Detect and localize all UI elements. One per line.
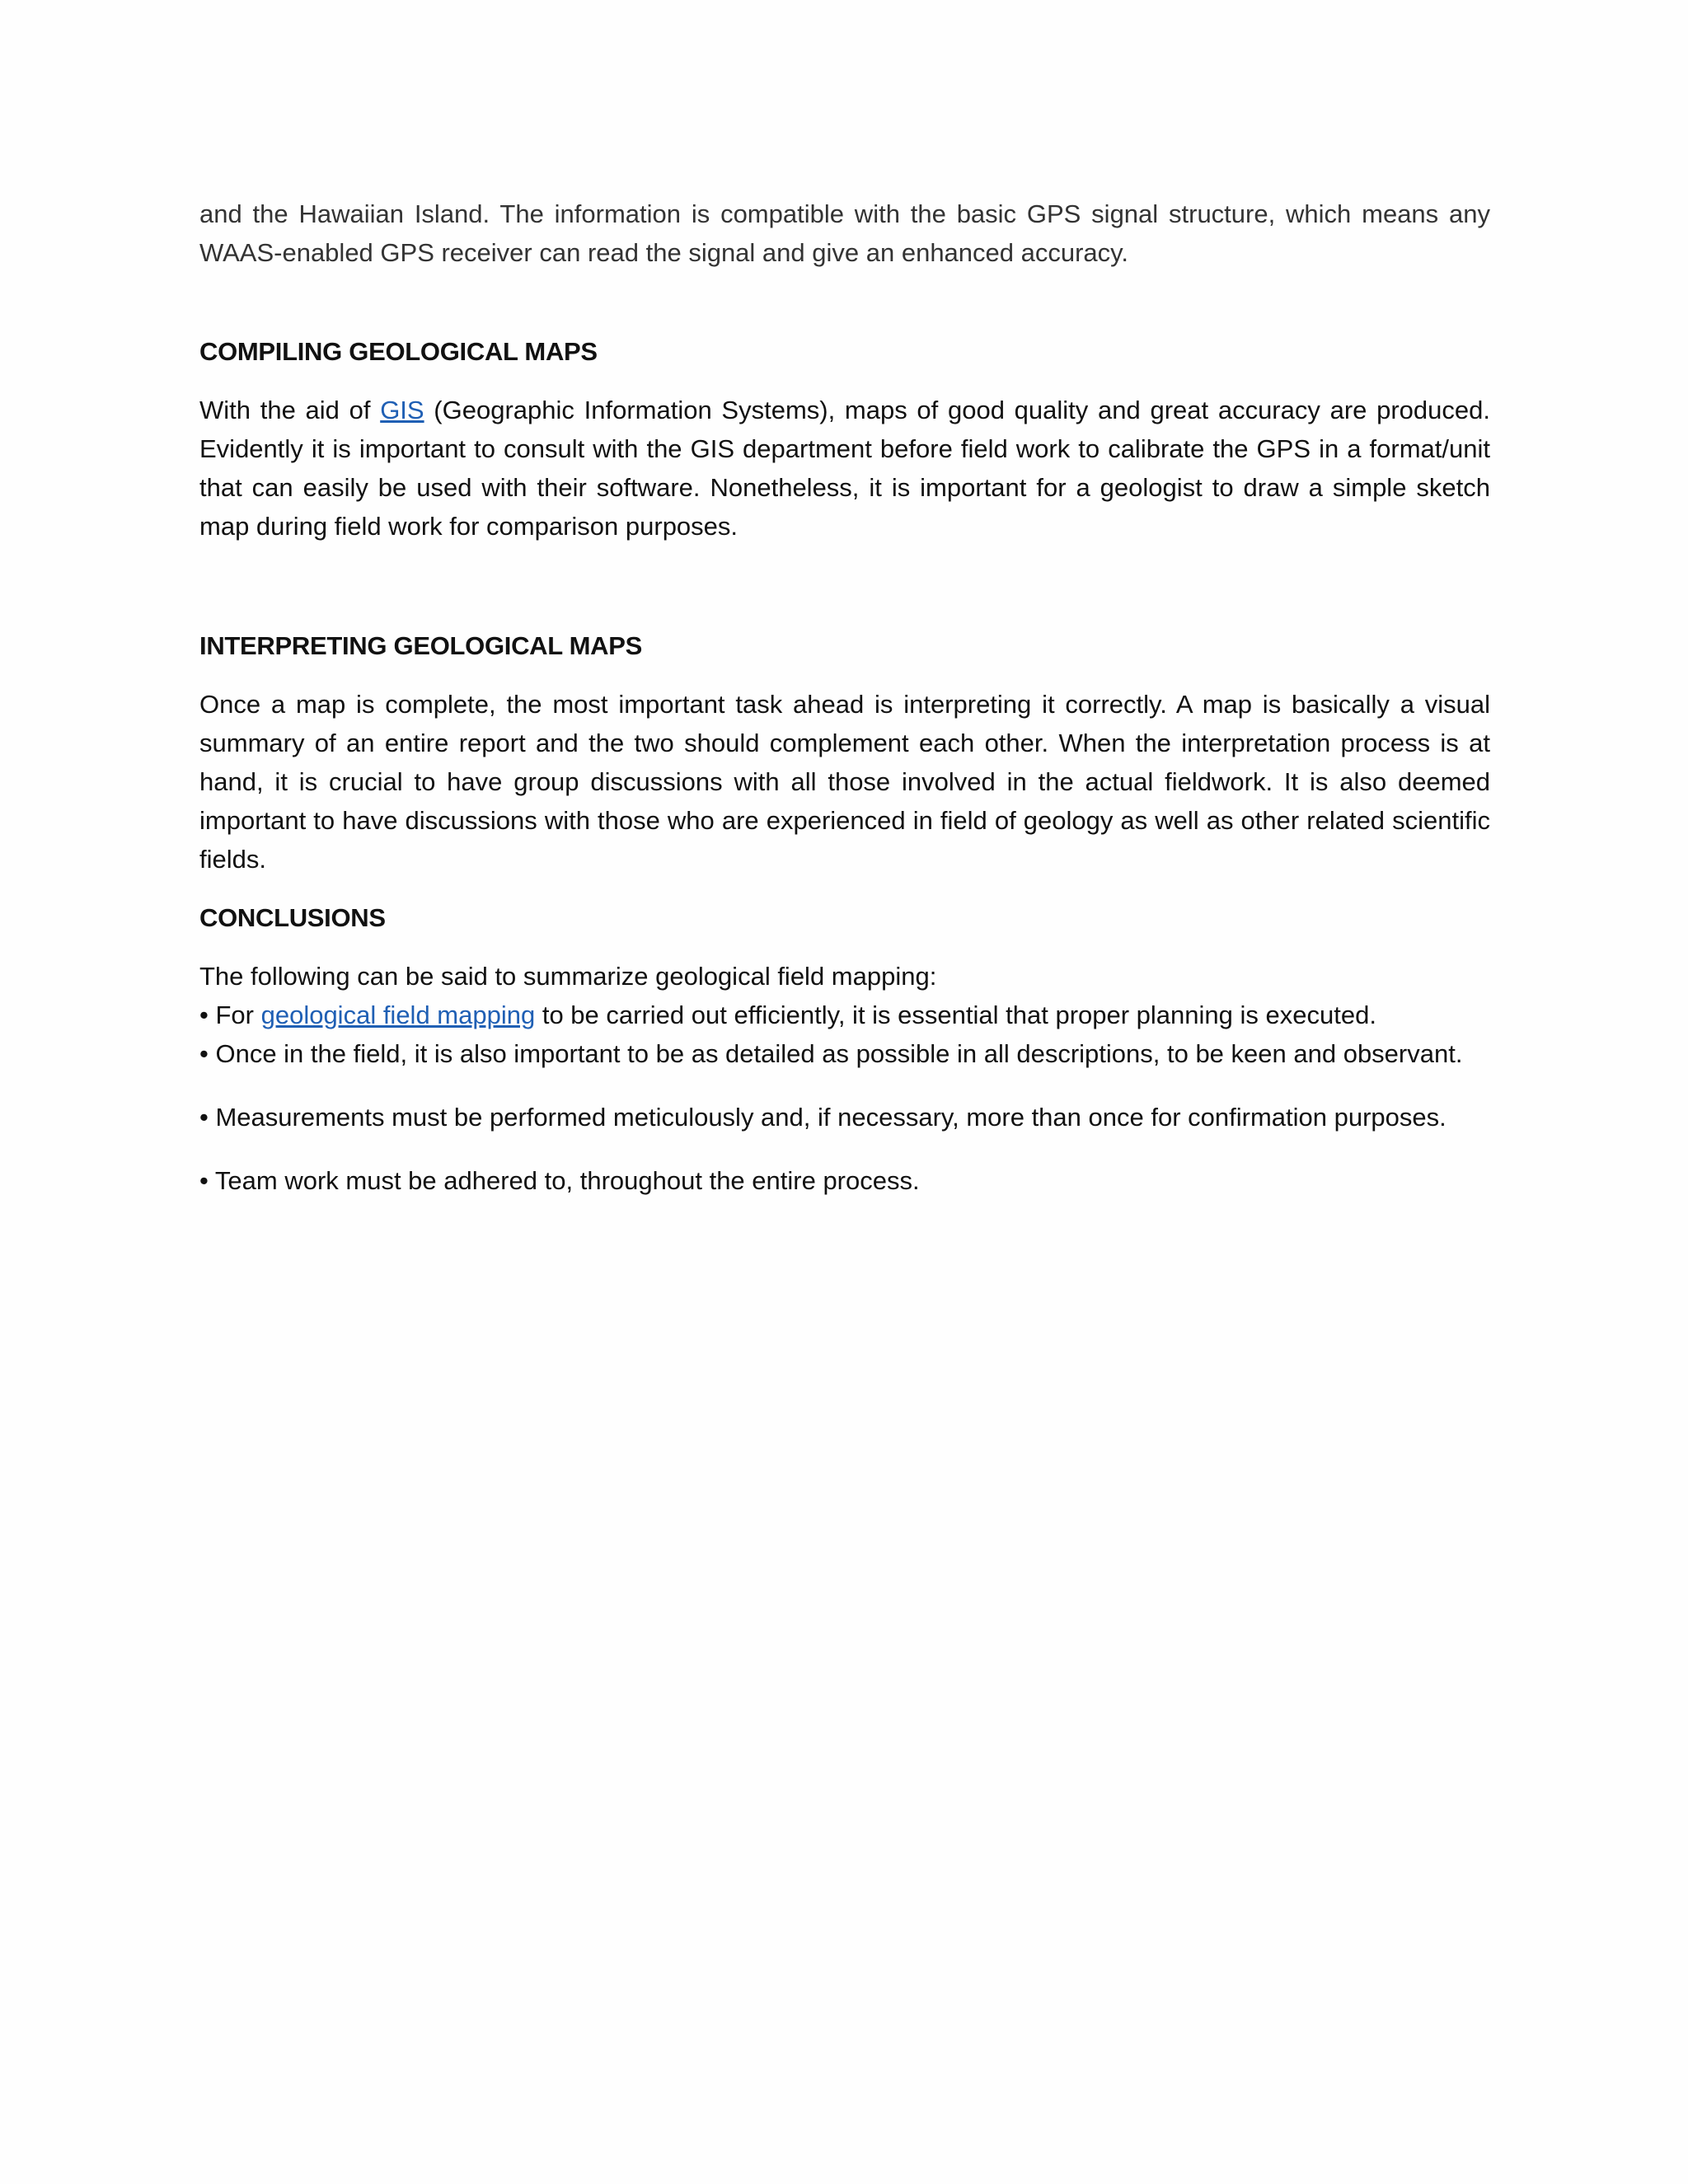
- intro-paragraph: and the Hawaiian Island. The information is compatible with the basic GPS signal structure, which means any WAAS-enabled GPS receiver can read the signal and give an enhanced accuracy.: [199, 199, 1490, 267]
- compiling-text-start: With the aid of: [199, 396, 381, 424]
- bullet1-text-rest: to be carried out efficiently, it is essential that proper planning is executed.: [535, 1001, 1376, 1029]
- conclusion-item-field-detail: • Once in the field, it is also important to be as detailed as possible in all descriptions, to be keen and observant.: [199, 1039, 1463, 1068]
- conclusions-lead: The following can be said to summarize geological field mapping:: [199, 962, 937, 991]
- page-content: [199, 194, 1490, 1200]
- bullet1-text-start: • For: [199, 1001, 261, 1029]
- compiling-text-rest: (Geographic Information Systems), maps of good quality and great accuracy are produced. Evidently it is important to consult with the GIS department before field work to calibrate the GPS in a format/unit that can easily be used with their software. Nonetheless, it is important for a geologist to draw a simple sketch map during field work for comparison purposes.: [199, 396, 1490, 541]
- gis-link[interactable]: GIS: [380, 396, 424, 424]
- heading-conclusions: CONCLUSIONS: [199, 903, 386, 932]
- conclusion-item-planning: [199, 996, 1490, 1034]
- conclusion-item-team-work: • Team work must be adhered to, throughout the entire process.: [199, 1166, 920, 1195]
- conclusions-bullet-list: [199, 996, 1490, 1200]
- conclusion-item-measurements: • Measurements must be performed meticulously and, if necessary, more than once for confirmation purposes.: [199, 1103, 1447, 1132]
- heading-compiling-geological-maps: COMPILING GEOLOGICAL MAPS: [199, 337, 598, 366]
- heading-interpreting-geological-maps: INTERPRETING GEOLOGICAL MAPS: [199, 631, 643, 660]
- geological-field-mapping-link[interactable]: geological field mapping: [260, 1001, 536, 1029]
- compiling-paragraph: [199, 391, 1490, 546]
- interpreting-paragraph: Once a map is complete, the most important task ahead is interpreting it correctly. A map is basically a visual summary of an entire report and the two should complement each other. When the interpretation process is at hand, it is crucial to have group discussions with all those involved in the actual fieldwork. It is also deemed important to have discussions with those who are experienced in field of geology as well as other related scientific fields.: [199, 690, 1490, 874]
